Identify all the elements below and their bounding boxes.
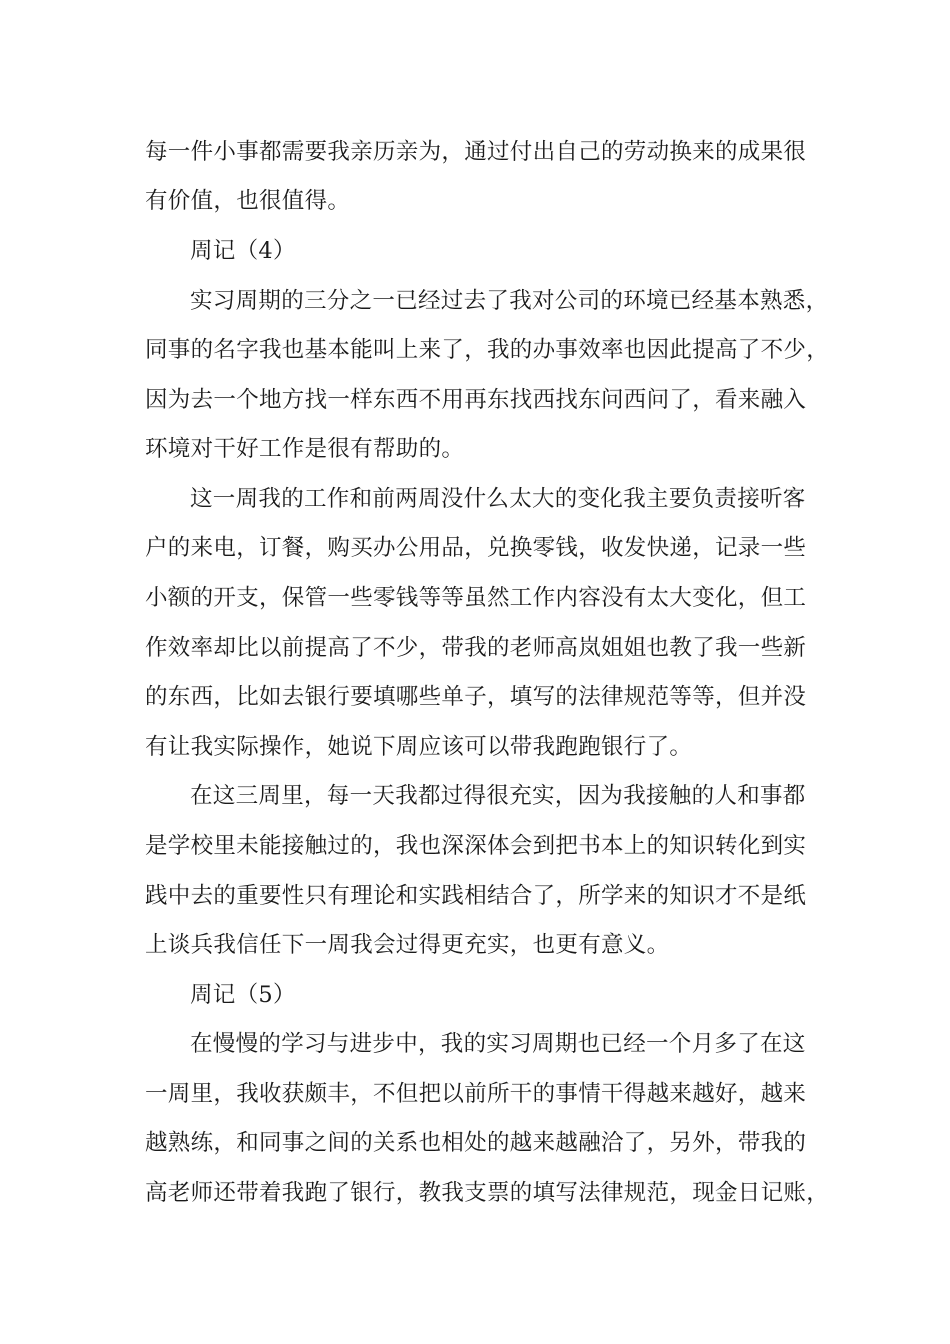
text-line: 户的来电，订餐，购买办公用品，兑换零钱，收发快递，记录一些 — [145, 535, 807, 561]
text-line: 小额的开支，保管一些零钱等等虽然工作内容没有太大变化，但工 — [145, 585, 807, 611]
text-line: 在慢慢的学习与进步中，我的实习周期也已经一个月多了在这 — [190, 1031, 806, 1057]
text-line: 高老师还带着我跑了银行，教我支票的填写法律规范，现金日记账， — [145, 1180, 830, 1206]
text-line: 越熟练，和同事之间的关系也相处的越来越融洽了，另外，带我的 — [145, 1130, 807, 1156]
text-line: 同事的名字我也基本能叫上来了，我的办事效率也因此提高了不少， — [145, 337, 830, 363]
text-line: 实习周期的三分之一已经过去了我对公司的环境已经基本熟悉， — [190, 288, 829, 314]
text-line: 作效率却比以前提高了不少，带我的老师高岚姐姐也教了我一些新 — [145, 635, 807, 661]
text-line: 环境对干好工作是很有帮助的。 — [145, 436, 465, 462]
text-line: 因为去一个地方找一样东西不用再东找西找东问西问了，看来融入 — [145, 387, 807, 413]
text-line: 有让我实际操作，她说下周应该可以带我跑跑银行了。 — [145, 734, 693, 760]
text-line: 是学校里未能接触过的，我也深深体会到把书本上的知识转化到实 — [145, 833, 807, 859]
text-line: 在这三周里，每一天我都过得很充实，因为我接触的人和事都 — [190, 783, 806, 809]
text-line: 有价值，也很值得。 — [145, 188, 351, 214]
text-line: 每一件小事都需要我亲历亲为，通过付出自己的劳动换来的成果很 — [145, 139, 807, 165]
text-line: 的东西，比如去银行要填哪些单子，填写的法律规范等等，但并没 — [145, 684, 807, 710]
section-heading-week-5: 周记（5） — [190, 982, 296, 1008]
text-line: 一周里，我收获颇丰，不但把以前所干的事情干得越来越好，越来 — [145, 1081, 807, 1107]
text-line: 这一周我的工作和前两周没什么太大的变化我主要负责接听客 — [190, 486, 806, 512]
text-line: 上谈兵我信任下一周我会过得更充实，也更有意义。 — [145, 932, 670, 958]
text-line: 践中去的重要性只有理论和实践相结合了，所学来的知识才不是纸 — [145, 883, 807, 909]
section-heading-week-4: 周记（4） — [190, 238, 296, 264]
